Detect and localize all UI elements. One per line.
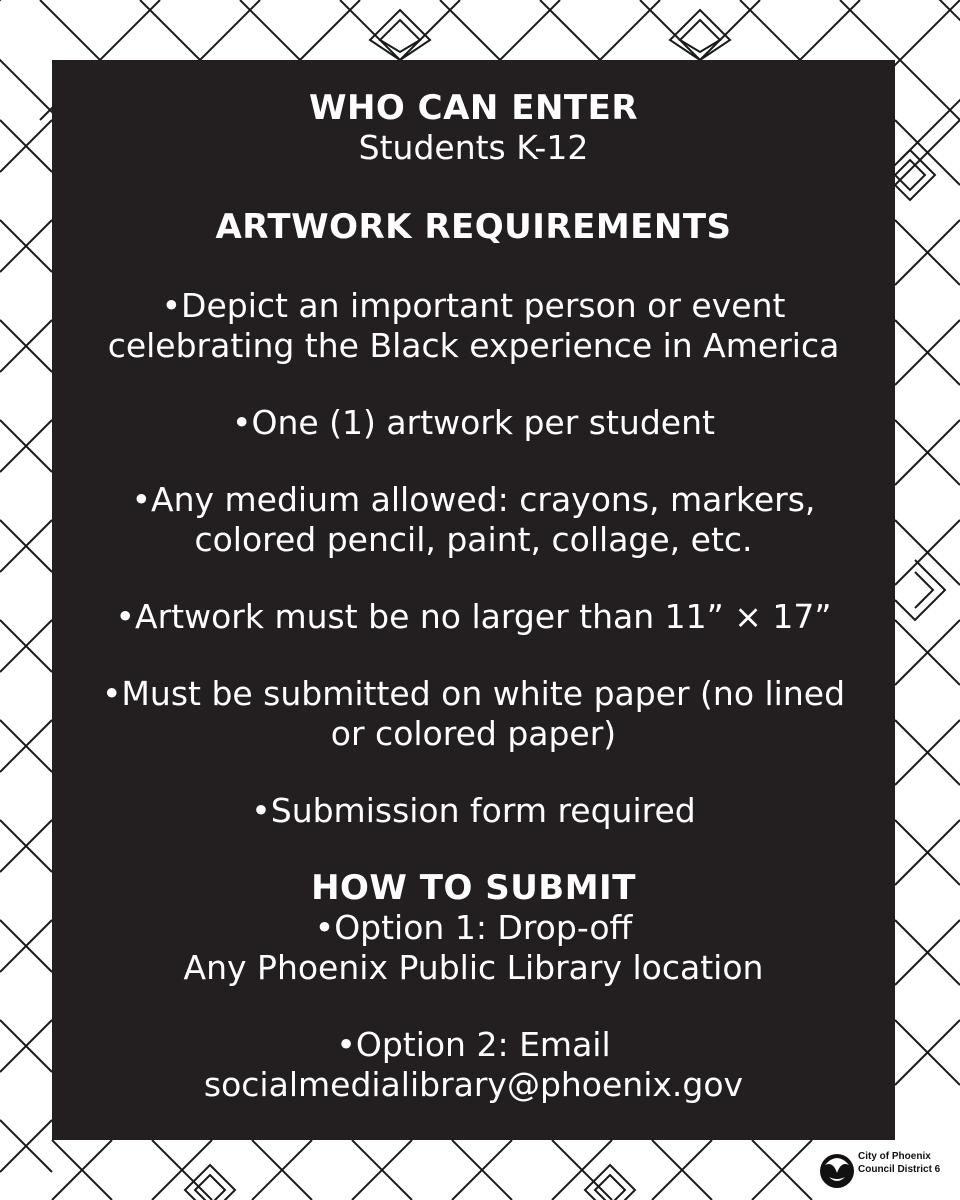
requirement-item: •Any medium allowed: crayons, markers,: [131, 480, 816, 519]
city-logo-text: [858, 1150, 940, 1176]
how-to-submit-heading: HOW TO SUBMIT: [311, 868, 636, 908]
requirement-item: •Artwork must be no larger than 11” × 17”: [115, 597, 832, 636]
requirement-item: •Must be submitted on white paper (no lined: [101, 674, 846, 713]
requirement-item: •One (1) artwork per student: [232, 403, 715, 442]
submit-option-1: •Option 1: Drop-off: [314, 908, 633, 947]
submit-option-2: •Option 2: Email: [336, 1025, 611, 1064]
submit-option-1-detail: Any Phoenix Public Library location: [183, 948, 764, 987]
info-panel: [52, 60, 895, 1140]
requirement-item-continued: or colored paper): [330, 714, 617, 753]
requirement-item: •Submission form required: [251, 791, 696, 830]
requirement-item-continued: celebrating the Black experience in America: [107, 326, 840, 365]
requirement-item: •Depict an important person or event: [161, 286, 786, 325]
requirement-item-continued: colored pencil, paint, collage, etc.: [194, 520, 753, 559]
submit-email-link[interactable]: socialmedialibrary@phoenix.gov: [203, 1065, 744, 1104]
who-can-enter-text: Students K-12: [358, 128, 589, 167]
who-can-enter-heading: WHO CAN ENTER: [308, 88, 639, 128]
artwork-requirements-heading: ARTWORK REQUIREMENTS: [215, 207, 732, 247]
logo-line-2: Council District 6: [858, 1164, 941, 1175]
logo-line-1: City of Phoenix: [858, 1151, 931, 1162]
